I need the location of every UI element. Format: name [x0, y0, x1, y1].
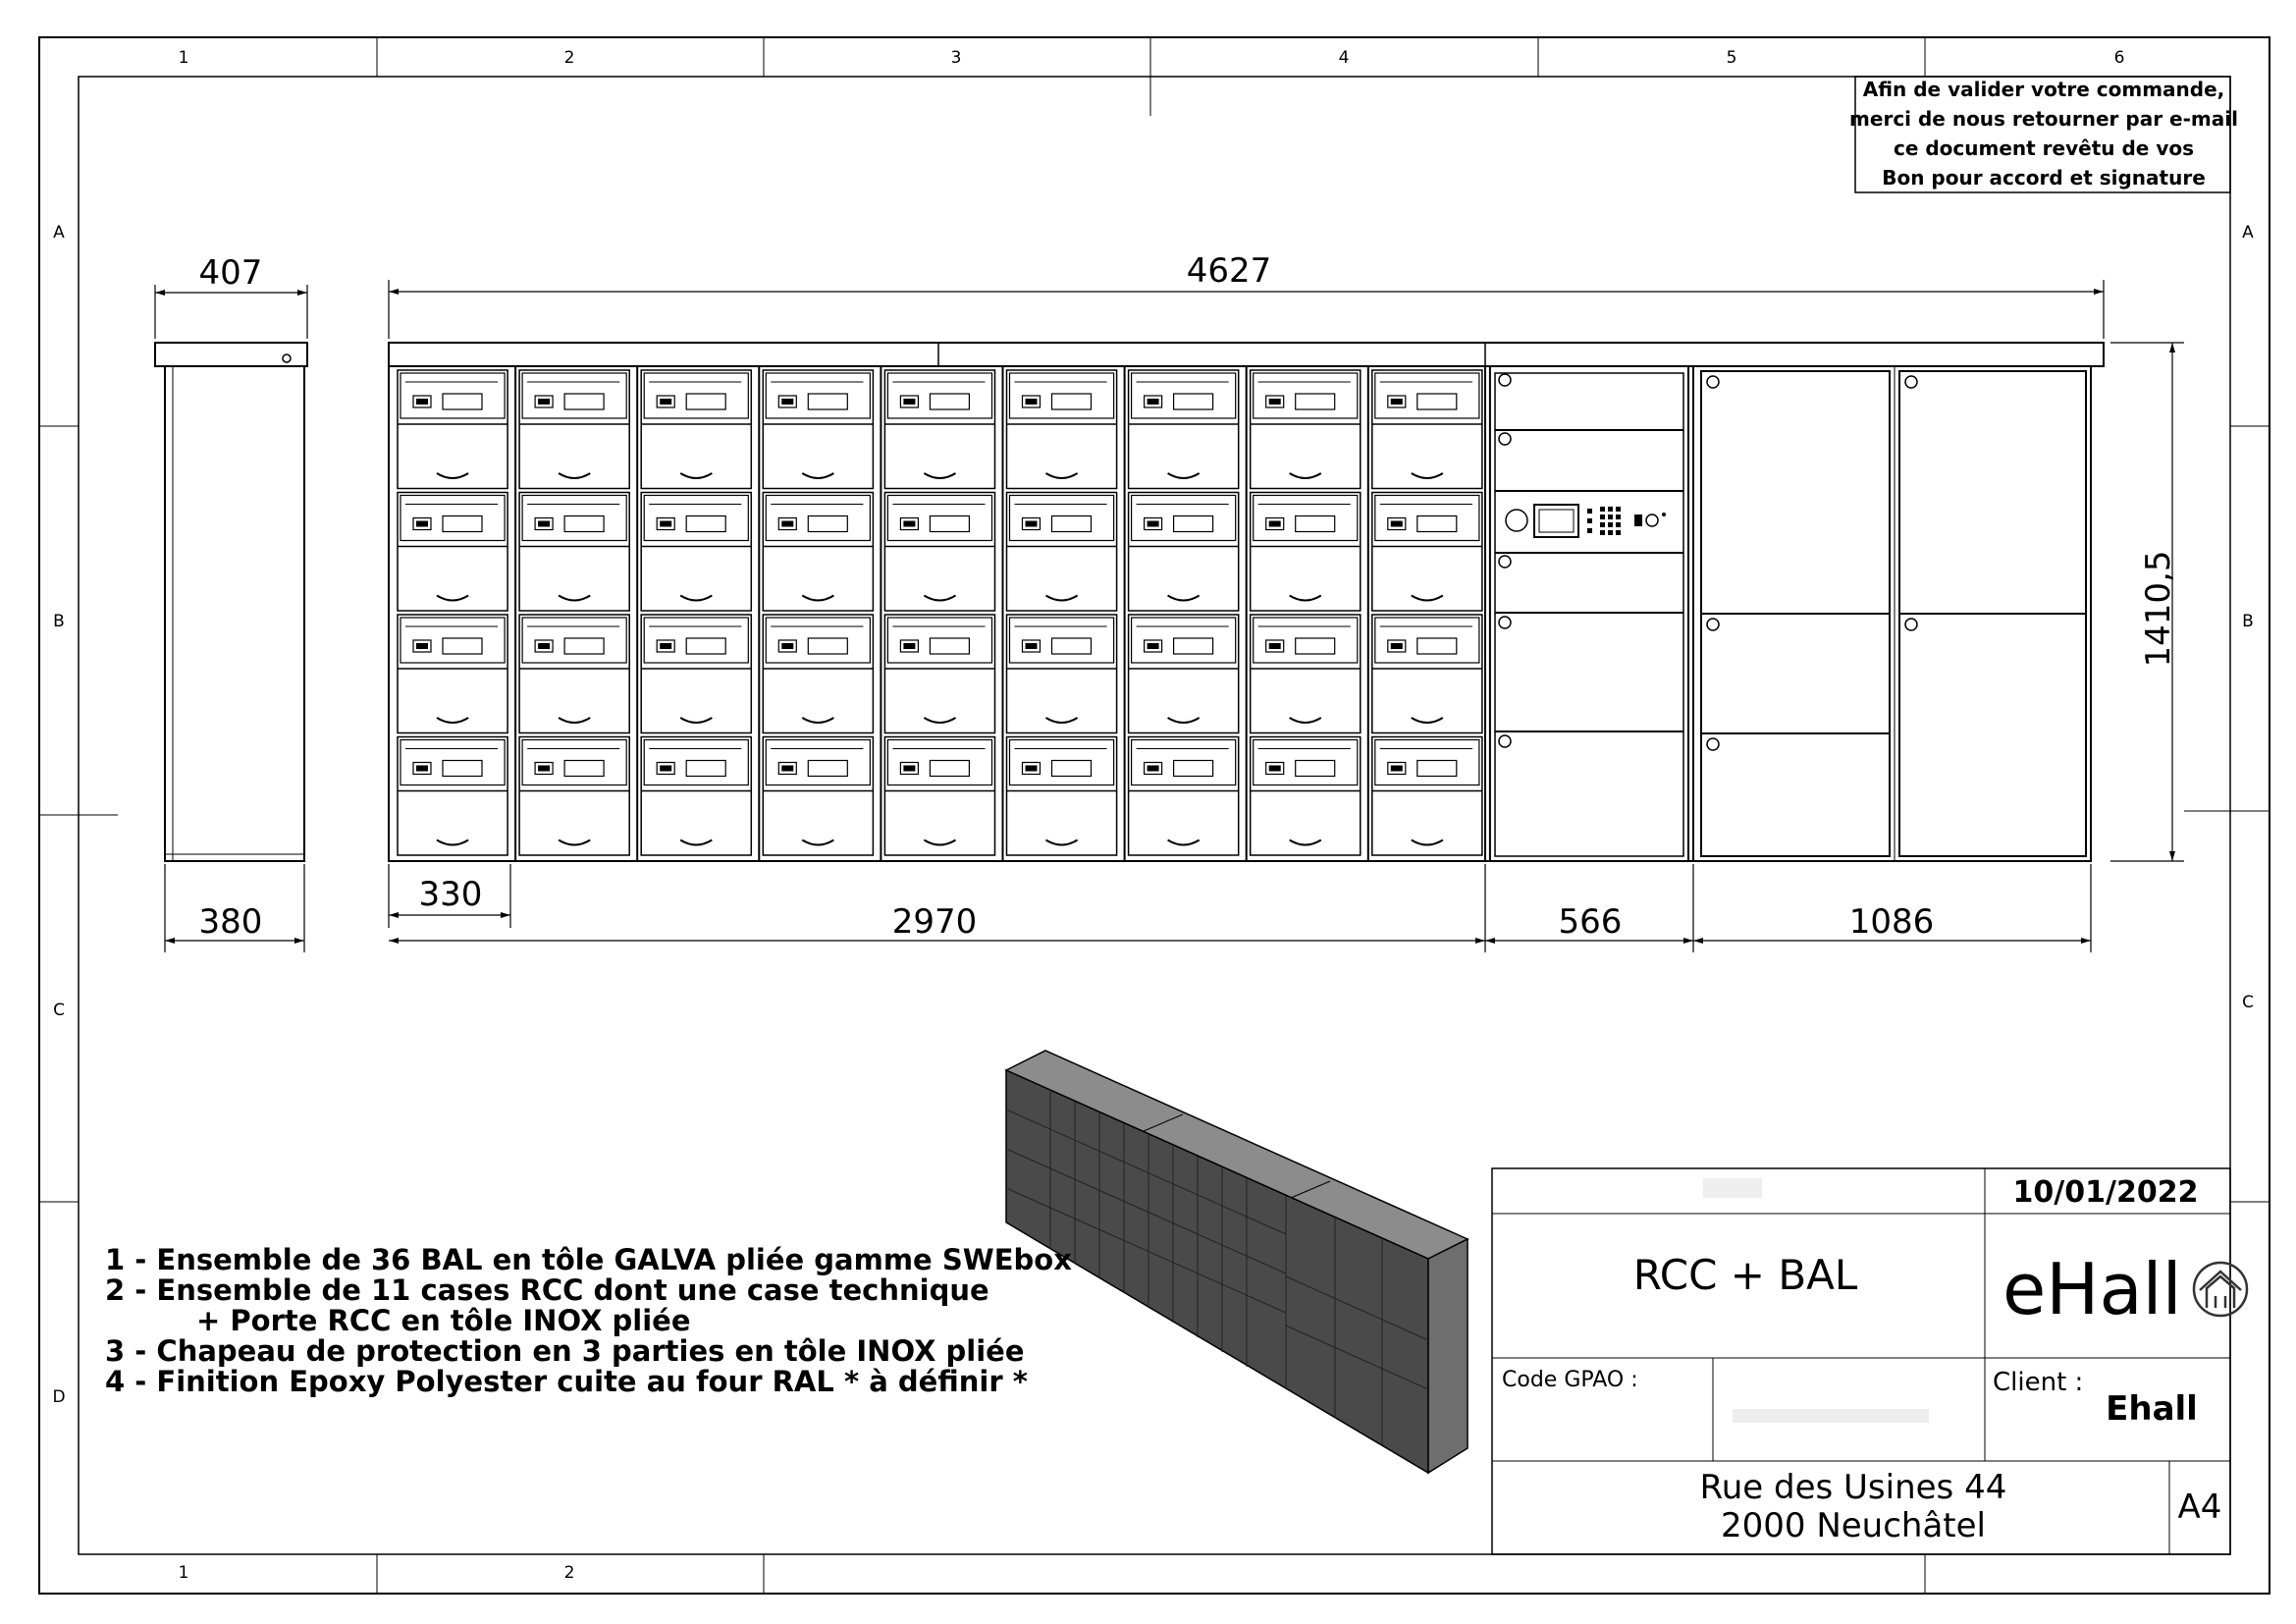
mailbox-handle — [437, 840, 468, 845]
column-label-1: 1 — [178, 48, 189, 68]
mailbox-door — [398, 493, 507, 612]
mailbox-door — [1129, 370, 1239, 489]
mailbox-lock-core — [1148, 766, 1159, 772]
mailbox-name-tag — [1296, 394, 1335, 409]
mailbox-door — [763, 370, 873, 489]
mailbox-handle — [802, 596, 833, 601]
column-label-5: 5 — [1726, 48, 1737, 68]
column-label-4: 4 — [1338, 48, 1350, 68]
mailbox-door — [519, 370, 629, 489]
notice-line-4: Bon pour accord et signature — [1882, 166, 2206, 189]
mailbox-name-tag — [1417, 394, 1457, 409]
mailbox-handle — [1046, 473, 1078, 478]
mailbox-handle — [1168, 718, 1200, 723]
mailbox-door — [1129, 737, 1239, 856]
mailbox-name-tag — [808, 638, 847, 654]
mailbox-door — [641, 737, 751, 856]
note-line-5: 4 - Finition Epoxy Polyester cuite au four RAL * à définir * — [105, 1365, 1028, 1398]
mailbox-name-tag — [1296, 638, 1335, 654]
mailbox-lock-core — [660, 766, 671, 772]
mailbox-lock-core — [1269, 399, 1281, 405]
mailbox-lock-core — [903, 521, 915, 527]
mailbox-door — [1251, 493, 1361, 612]
mailbox-lock-core — [781, 399, 793, 405]
mailbox-door — [398, 615, 507, 733]
mailbox-handle — [1290, 596, 1321, 601]
mailbox-handle — [1412, 473, 1443, 478]
mailbox-lock-core — [1269, 766, 1281, 772]
mailbox-handle — [924, 840, 955, 845]
mailbox-handle — [802, 473, 833, 478]
dim-side-depth-top: 407 — [198, 253, 263, 293]
mailbox-door — [884, 493, 994, 612]
mailbox-lock-core — [1026, 766, 1038, 772]
row-label-d: D — [52, 1387, 66, 1407]
title-block — [1492, 1168, 2247, 1554]
mailbox-door — [763, 615, 873, 733]
mailbox-door — [398, 370, 507, 489]
mailbox-name-tag — [564, 761, 604, 777]
mailbox-lock-core — [1391, 521, 1403, 527]
mailbox-handle — [1412, 840, 1443, 845]
redacted-code — [1733, 1409, 1929, 1423]
dim-box-width: 330 — [418, 875, 483, 914]
mailbox-name-tag — [808, 516, 847, 532]
mailbox-handle — [1046, 718, 1078, 723]
mailbox-door — [1251, 615, 1361, 733]
mailbox-lock-core — [1269, 643, 1281, 649]
mailbox-name-tag — [930, 394, 969, 409]
dim-height: 1410,5 — [2139, 550, 2178, 668]
mailbox-door — [1372, 370, 1482, 489]
row-label-a: A — [53, 223, 65, 243]
mailbox-name-tag — [808, 394, 847, 409]
side-view — [155, 343, 307, 861]
drawing-title: RCC + BAL — [1632, 1251, 1858, 1299]
mailbox-door — [1129, 493, 1239, 612]
mailbox-name-tag — [1296, 516, 1335, 532]
mailbox-handle — [924, 596, 955, 601]
mailbox-lock-core — [781, 766, 793, 772]
mailbox-door — [1007, 615, 1117, 733]
mailbox-lock-core — [1026, 643, 1038, 649]
mailbox-handle — [802, 718, 833, 723]
redacted-field — [1703, 1178, 1762, 1198]
mailbox-lock-core — [1269, 521, 1281, 527]
note-line-1: 1 - Ensemble de 36 BAL en tôle GALVA pliée gamme SWEbox — [105, 1243, 1072, 1276]
mailbox-name-tag — [1052, 516, 1092, 532]
mailbox-handle — [1412, 718, 1443, 723]
dimension-lines — [155, 280, 2184, 952]
note-line-2: 2 - Ensemble de 11 cases RCC dont une case technique — [105, 1273, 989, 1307]
house-icon — [2194, 1263, 2247, 1316]
mailbox-door — [641, 370, 751, 489]
mailbox-lock-core — [1026, 521, 1038, 527]
mailbox-name-tag — [930, 761, 969, 777]
mailbox-door — [1129, 615, 1239, 733]
brand-name: eHall — [2002, 1248, 2182, 1330]
mailbox-lock-core — [416, 399, 428, 405]
row-label-b: B — [53, 612, 65, 631]
mailbox-handle — [680, 596, 712, 601]
front-view — [389, 343, 2104, 861]
mailbox-handle — [680, 718, 712, 723]
mailbox-handle — [559, 840, 590, 845]
rcc-wide-doors — [1693, 366, 2086, 861]
technical-panel — [1506, 505, 1666, 537]
mailbox-handle — [1168, 596, 1200, 601]
bal-grid — [398, 366, 1490, 861]
mailbox-door — [1372, 493, 1482, 612]
notice-line-3: ce document revêtu de vos — [1893, 136, 2195, 160]
mailbox-name-tag — [1417, 516, 1457, 532]
mailbox-lock-core — [903, 643, 915, 649]
column-label-6: 6 — [2113, 48, 2125, 68]
row-label-c-right: C — [2242, 993, 2254, 1012]
mailbox-handle — [924, 473, 955, 478]
mailbox-lock-core — [660, 643, 671, 649]
mailbox-name-tag — [808, 761, 847, 777]
mailbox-name-tag — [930, 638, 969, 654]
mailbox-handle — [1290, 840, 1321, 845]
mailbox-name-tag — [443, 394, 482, 409]
column-label-3: 3 — [950, 48, 962, 68]
mailbox-door — [1372, 615, 1482, 733]
mailbox-lock-core — [1148, 643, 1159, 649]
mailbox-lock-core — [1148, 399, 1159, 405]
mailbox-lock-core — [1391, 399, 1403, 405]
mailbox-door — [1007, 737, 1117, 856]
mailbox-door — [1251, 370, 1361, 489]
validation-notice — [1849, 77, 2238, 192]
mailbox-handle — [559, 718, 590, 723]
mailbox-handle — [437, 596, 468, 601]
mailbox-handle — [1046, 840, 1078, 845]
rcc-technical-column — [1485, 366, 1688, 861]
dim-bal-width: 2970 — [891, 902, 978, 942]
mailbox-handle — [559, 473, 590, 478]
notice-line-2: merci de nous retourner par e-mail — [1849, 107, 2238, 131]
mailbox-door — [641, 615, 751, 733]
mailbox-name-tag — [686, 516, 725, 532]
mailbox-lock-core — [416, 766, 428, 772]
mailbox-name-tag — [686, 761, 725, 777]
mailbox-handle — [437, 718, 468, 723]
mailbox-name-tag — [1417, 638, 1457, 654]
mailbox-name-tag — [1174, 394, 1213, 409]
mailbox-handle — [1290, 473, 1321, 478]
sheet-format: A4 — [2177, 1488, 2222, 1527]
mailbox-door — [884, 370, 994, 489]
mailbox-door — [763, 493, 873, 612]
note-line-3: + Porte RCC en tôle INOX pliée — [196, 1304, 691, 1337]
mailbox-door — [1007, 370, 1117, 489]
column-label-2: 2 — [563, 48, 575, 68]
mailbox-name-tag — [564, 638, 604, 654]
mailbox-lock-core — [538, 399, 550, 405]
mailbox-lock-core — [416, 643, 428, 649]
address-line-2: 2000 Neuchâtel — [1720, 1506, 1987, 1545]
mailbox-door — [519, 615, 629, 733]
column-label-bottom-2: 2 — [563, 1563, 575, 1583]
row-label-c: C — [53, 1001, 65, 1020]
mailbox-door — [1251, 737, 1361, 856]
mailbox-lock-core — [781, 643, 793, 649]
mailbox-handle — [1290, 718, 1321, 723]
dim-rcc-wide-width: 1086 — [1848, 902, 1935, 942]
mailbox-door — [641, 493, 751, 612]
mailbox-handle — [1046, 596, 1078, 601]
drawing-date: 10/01/2022 — [2012, 1175, 2199, 1210]
mailbox-name-tag — [1174, 761, 1213, 777]
code-gpao-label: Code GPAO : — [1502, 1368, 1638, 1392]
specification-notes — [105, 1243, 1072, 1398]
brand-logo — [2002, 1248, 2247, 1330]
mailbox-handle — [802, 840, 833, 845]
note-line-4: 3 - Chapeau de protection en 3 parties en tôle INOX pliée — [105, 1334, 1025, 1368]
mailbox-door — [884, 737, 994, 856]
mailbox-door — [519, 493, 629, 612]
row-label-a-right: A — [2242, 223, 2254, 243]
mailbox-door — [763, 737, 873, 856]
mailbox-name-tag — [564, 516, 604, 532]
mailbox-door — [1007, 493, 1117, 612]
dim-rcc-tech-width: 566 — [1558, 902, 1623, 942]
mailbox-handle — [924, 718, 955, 723]
mailbox-name-tag — [1417, 761, 1457, 777]
mailbox-name-tag — [1174, 516, 1213, 532]
mailbox-name-tag — [564, 394, 604, 409]
mailbox-door — [884, 615, 994, 733]
mailbox-name-tag — [443, 761, 482, 777]
mailbox-lock-core — [1148, 521, 1159, 527]
mailbox-lock-core — [538, 521, 550, 527]
mailbox-handle — [680, 840, 712, 845]
isometric-view — [1006, 1051, 1468, 1473]
mailbox-name-tag — [686, 638, 725, 654]
mailbox-name-tag — [1296, 761, 1335, 777]
mailbox-lock-core — [660, 399, 671, 405]
mailbox-lock-core — [538, 766, 550, 772]
client-value: Ehall — [2106, 1389, 2198, 1429]
mailbox-name-tag — [686, 394, 725, 409]
mailbox-handle — [1168, 473, 1200, 478]
address-line-1: Rue des Usines 44 — [1699, 1468, 2007, 1507]
dim-side-depth-bottom: 380 — [198, 902, 263, 942]
mailbox-handle — [559, 596, 590, 601]
mailbox-door — [519, 737, 629, 856]
mailbox-lock-core — [660, 521, 671, 527]
dimension-labels — [199, 251, 2178, 942]
mailbox-lock-core — [1391, 643, 1403, 649]
mailbox-lock-core — [903, 399, 915, 405]
mailbox-handle — [680, 473, 712, 478]
mailbox-name-tag — [930, 516, 969, 532]
mailbox-name-tag — [1052, 394, 1092, 409]
column-label-bottom-1: 1 — [178, 1563, 189, 1583]
mailbox-lock-core — [538, 643, 550, 649]
mailbox-lock-core — [781, 521, 793, 527]
mailbox-handle — [1168, 840, 1200, 845]
mailbox-name-tag — [1174, 638, 1213, 654]
mailbox-lock-core — [903, 766, 915, 772]
mailbox-door — [1372, 737, 1482, 856]
mailbox-door — [398, 737, 507, 856]
mailbox-name-tag — [443, 516, 482, 532]
mailbox-lock-core — [1391, 766, 1403, 772]
mailbox-lock-core — [1026, 399, 1038, 405]
dim-total-width: 4627 — [1186, 251, 1272, 291]
mailbox-name-tag — [1052, 761, 1092, 777]
mailbox-name-tag — [1052, 638, 1092, 654]
mailbox-lock-core — [416, 521, 428, 527]
mailbox-name-tag — [443, 638, 482, 654]
roof-cap — [389, 343, 2104, 366]
mailbox-handle — [437, 473, 468, 478]
client-label: Client : — [1993, 1368, 2084, 1397]
notice-line-1: Afin de valider votre commande, — [1862, 78, 2225, 101]
mailbox-handle — [1412, 596, 1443, 601]
row-label-b-right: B — [2242, 612, 2254, 631]
